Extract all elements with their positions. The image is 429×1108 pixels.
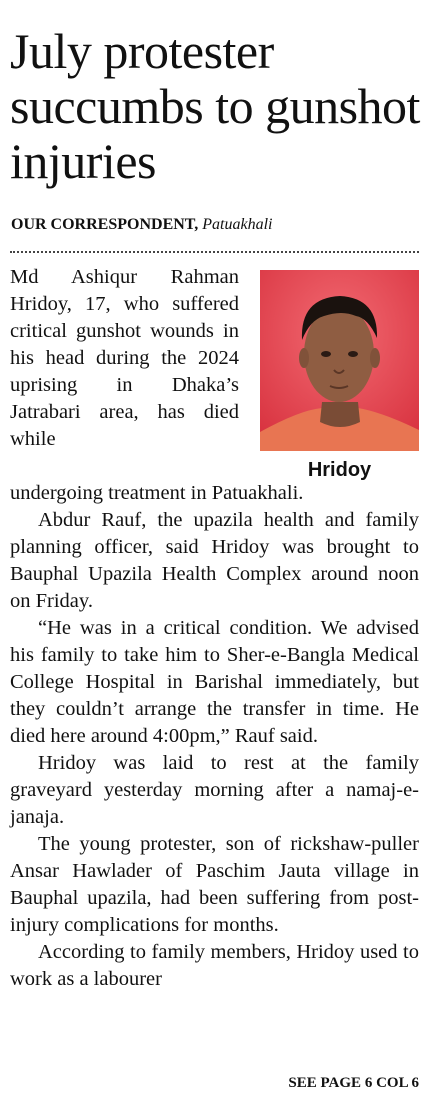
lead-continued: undergoing treatment in Patuakhali. <box>10 482 304 504</box>
body-paragraph: According to family members, Hridoy used to work as a labourer <box>10 941 419 990</box>
article-body <box>10 480 419 993</box>
headline: July protester succumbs to gunshot injuries <box>10 23 420 189</box>
body-paragraph: Hridoy was laid to rest at the family graveyard yesterday morning after a namaj-e-janaja. <box>10 752 419 828</box>
byline-location: Patuakhali <box>202 216 273 233</box>
hridoy-portrait-photo <box>260 270 419 451</box>
body-paragraph: Abdur Rauf, the upazila health and family planning officer, said Hridoy was brought to Bauphal Upazila Health Complex around noon on Friday. <box>10 509 419 612</box>
photo-caption: Hridoy <box>307 459 372 481</box>
byline <box>11 214 421 236</box>
lead-text: Md Ashiqur Rahman Hridoy, 17, who suffered critical gunshot wounds in his head during the 2024 uprising in Dhaka’s Jatrabari area, has died while <box>10 266 239 450</box>
body-paragraph: The young protester, son of rickshaw-puller Ansar Hawlader of Paschim Jauta village in Bauphal upazila, had been suffering from post-injury complications for months. <box>10 833 419 936</box>
dotted-divider <box>10 251 419 253</box>
body-paragraph: “He was in a critical condition. We advised his family to take him to Sher-e-Bangla Medical College Hospital in Barishal immediately, but they couldn’t arrange the transfer in time. He died here around 4:00pm,” Rauf said. <box>10 617 419 747</box>
lead-paragraph-wrapped <box>10 264 239 453</box>
continuation-jump-link[interactable]: SEE PAGE 6 COL 6 <box>288 1075 419 1091</box>
byline-author: OUR CORRESPONDENT, <box>11 216 199 233</box>
